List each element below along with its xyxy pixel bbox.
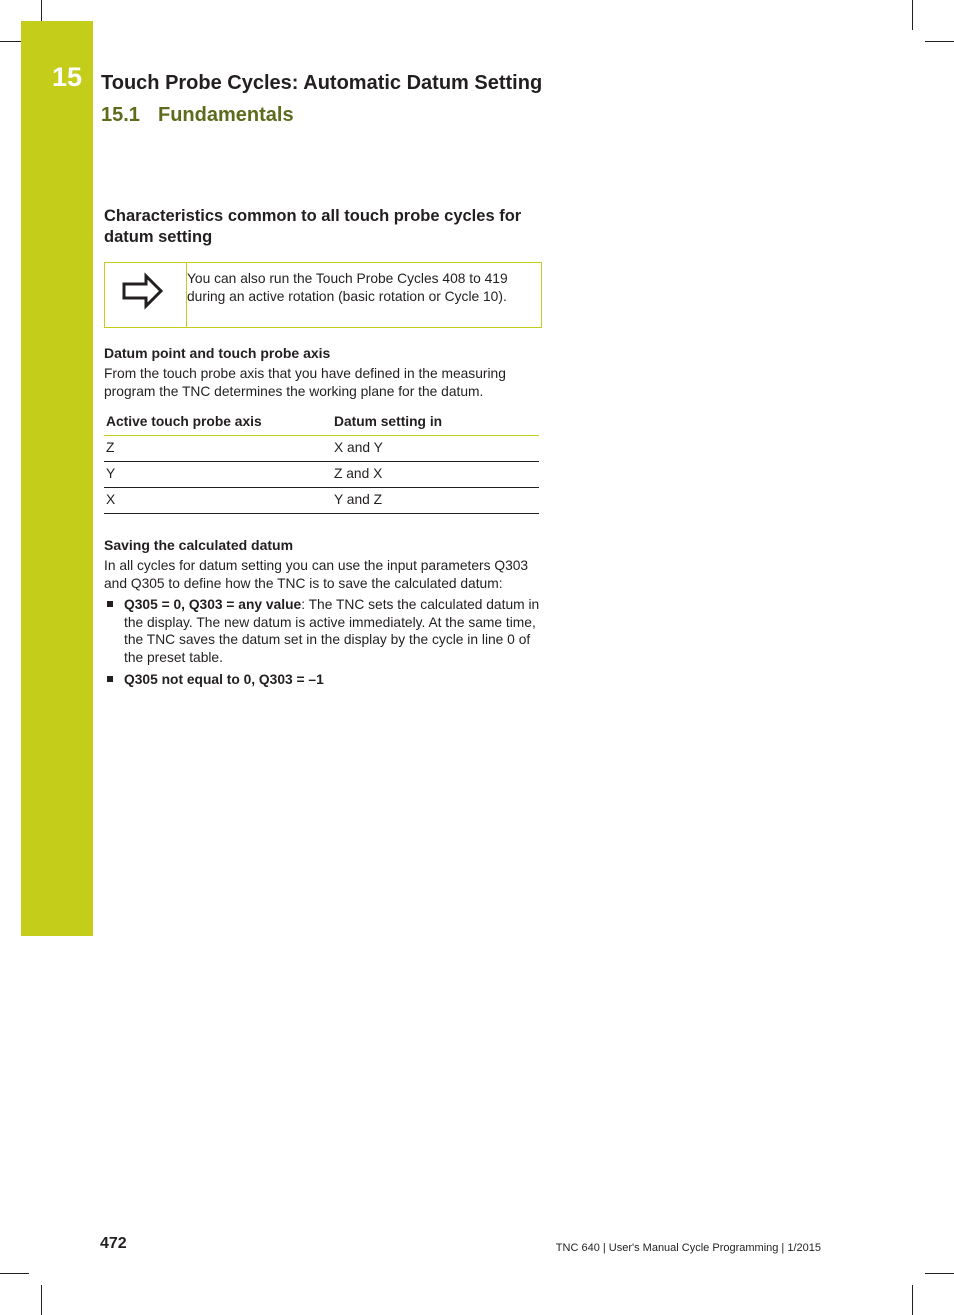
bullet-icon: [107, 676, 113, 682]
chapter-title: Touch Probe Cycles: Automatic Datum Setting: [101, 72, 543, 94]
table-cell: X and Y: [332, 436, 539, 462]
axis-table: [104, 407, 539, 514]
crop-mark: [0, 1273, 29, 1274]
crop-mark: [925, 1273, 954, 1274]
table-cell: X: [104, 488, 332, 514]
content-heading: Characteristics common to all touch probe cycles for datum setting: [104, 207, 522, 246]
crop-mark: [0, 41, 21, 42]
table-cell: Z and X: [332, 462, 539, 488]
saving-text: In all cycles for datum setting you can use the input parameters Q303 and Q305 to define how the TNC is to save the calculated datum:: [104, 558, 529, 591]
list-item: [104, 596, 542, 666]
saving-list: [104, 596, 542, 689]
list-item: [104, 671, 542, 689]
chapter-number: 15: [52, 62, 83, 92]
saving-heading: Saving the calculated datum: [104, 537, 294, 553]
note-box: [104, 262, 542, 328]
table-header: Active touch probe axis: [104, 407, 332, 436]
datum-axis-heading: Datum point and touch probe axis: [104, 345, 331, 361]
crop-mark: [41, 0, 42, 21]
page-number: 472: [100, 1235, 127, 1252]
table-row: [104, 436, 539, 462]
arrow-right-icon: [121, 271, 167, 311]
section-number: 15.1: [101, 104, 140, 126]
note-icon-cell: [105, 263, 187, 327]
crop-mark: [925, 41, 954, 42]
table-row: [104, 462, 539, 488]
main-content: [104, 206, 542, 694]
table-header: Datum setting in: [332, 407, 539, 436]
table-header-row: [104, 407, 539, 436]
section-name: Fundamentals: [158, 104, 294, 126]
table-row: [104, 488, 539, 514]
bullet-icon: [107, 601, 113, 607]
footer-text: TNC 640 | User's Manual Cycle Programming | 1/2015: [555, 1242, 821, 1254]
list-item-bold: Q305 not equal to 0, Q303 = –1: [124, 672, 324, 687]
list-item-bold: Q305 = 0, Q303 = any value: [124, 597, 302, 612]
crop-mark: [912, 1285, 913, 1315]
table-cell: Y: [104, 462, 332, 488]
crop-mark: [41, 1285, 42, 1315]
note-text: You can also run the Touch Probe Cycles 408 to 419 during an active rotation (basic rotation or Cycle 10).: [187, 271, 508, 304]
section-title: [101, 104, 294, 127]
datum-axis-text: From the touch probe axis that you have defined in the measuring program the TNC determines the working plane for the datum.: [104, 366, 506, 399]
crop-mark: [912, 0, 913, 30]
table-cell: Z: [104, 436, 332, 462]
chapter-sidebar: [21, 21, 93, 936]
table-cell: Y and Z: [332, 488, 539, 514]
list-item-text: : The TNC sets the calculated datum in the display. The new datum is active immediately. At the same time, the TNC saves the datum set in the display by the cycle in line 0 of the preset table.: [124, 597, 540, 665]
